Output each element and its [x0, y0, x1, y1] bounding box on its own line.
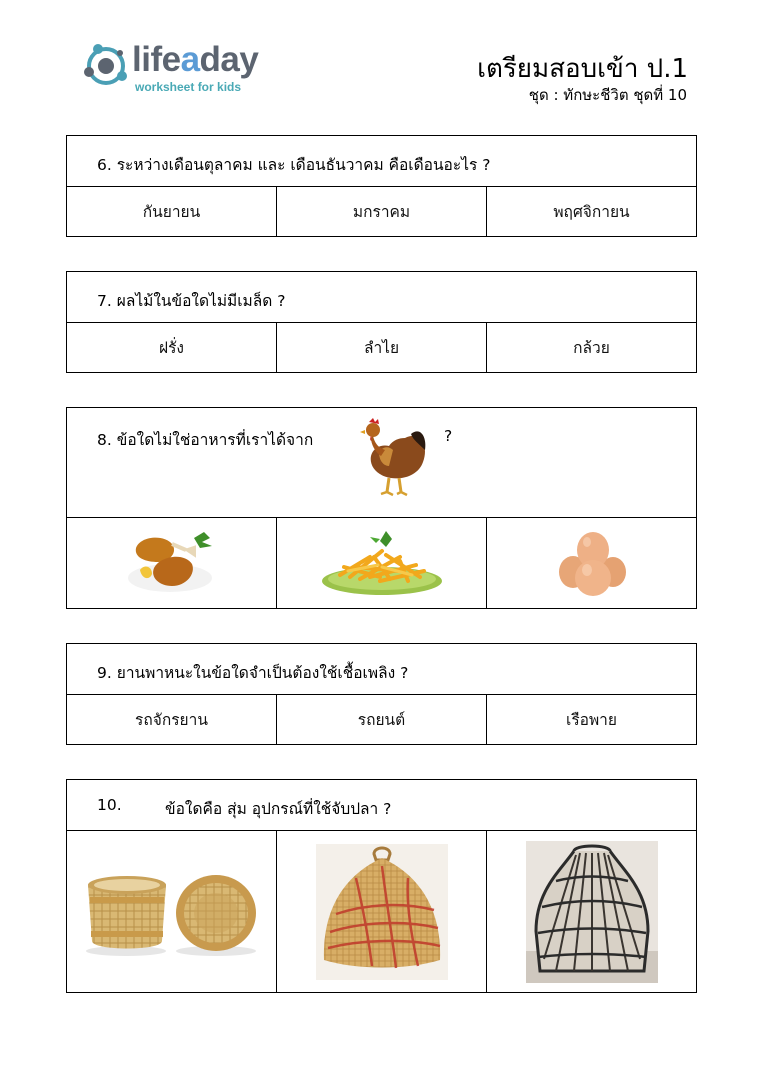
- option-6a[interactable]: กันยายน: [67, 187, 277, 236]
- question-6-text: 6. ระหว่างเดือนตุลาคม และ เดือนธันวาคม คือเดือนอะไร ?: [97, 156, 491, 174]
- option-9b[interactable]: รถยนต์: [277, 695, 487, 744]
- chicken-image: [359, 416, 429, 501]
- option-7c[interactable]: กล้วย: [573, 339, 610, 357]
- option-9a[interactable]: รถจักรยาน: [67, 695, 277, 744]
- option-10a[interactable]: [67, 831, 277, 992]
- option-7a[interactable]: ฝรั่ง: [67, 323, 277, 372]
- lifeaday-logo: [82, 38, 282, 98]
- french-fries-image: [320, 527, 444, 599]
- option-9c[interactable]: เรือพาย: [566, 711, 617, 729]
- logo-tagline: worksheet for kids: [135, 80, 242, 94]
- option-7b[interactable]: ลำไย: [277, 323, 487, 372]
- question-10-header: [67, 780, 696, 831]
- option-6c[interactable]: พฤศจิกายน: [553, 203, 630, 221]
- option-10c[interactable]: [487, 831, 696, 992]
- fish-trap-image: [526, 841, 658, 983]
- question-8-suffix: ?: [444, 427, 453, 445]
- logo-wordmark: lifeaday: [132, 40, 259, 79]
- sticky-rice-basket-image: [82, 867, 262, 957]
- option-10b[interactable]: [277, 831, 487, 992]
- option-8c[interactable]: [487, 518, 696, 608]
- worksheet-title: เตรียมสอบเข้า ป.1: [477, 54, 688, 84]
- question-6-header: [67, 136, 696, 187]
- question-8: [66, 407, 697, 609]
- fried-chicken-image: [124, 528, 220, 598]
- question-10-text: ข้อใดคือ สุ่ม อุปกรณ์ที่ใช้จับปลา ?: [165, 800, 392, 818]
- question-6: [66, 135, 697, 237]
- option-8a[interactable]: [67, 518, 277, 608]
- eggs-image: [547, 528, 637, 598]
- question-7-text: 7. ผลไม้ในข้อใดไม่มีเมล็ด ?: [97, 292, 286, 310]
- question-9-text: 9. ยานพาหนะในข้อใดจำเป็นต้องใช้เชื้อเพลิง ?: [97, 664, 409, 682]
- question-9: [66, 643, 697, 745]
- food-cover-image: [316, 844, 448, 980]
- worksheet-subtitle: ชุด : ทักษะชีวิต ชุดที่ 10: [528, 86, 687, 104]
- question-8-header: [67, 408, 696, 518]
- question-8-text: 8. ข้อใดไม่ใช่อาหารที่เราได้จาก: [97, 431, 314, 449]
- question-7-header: [67, 272, 696, 323]
- question-9-header: [67, 644, 696, 695]
- option-6b[interactable]: มกราคม: [277, 187, 487, 236]
- logo-molecule-icon: [82, 40, 132, 92]
- question-10-number: 10.: [97, 796, 122, 814]
- question-7: [66, 271, 697, 373]
- option-8b[interactable]: [277, 518, 487, 608]
- question-10: [66, 779, 697, 993]
